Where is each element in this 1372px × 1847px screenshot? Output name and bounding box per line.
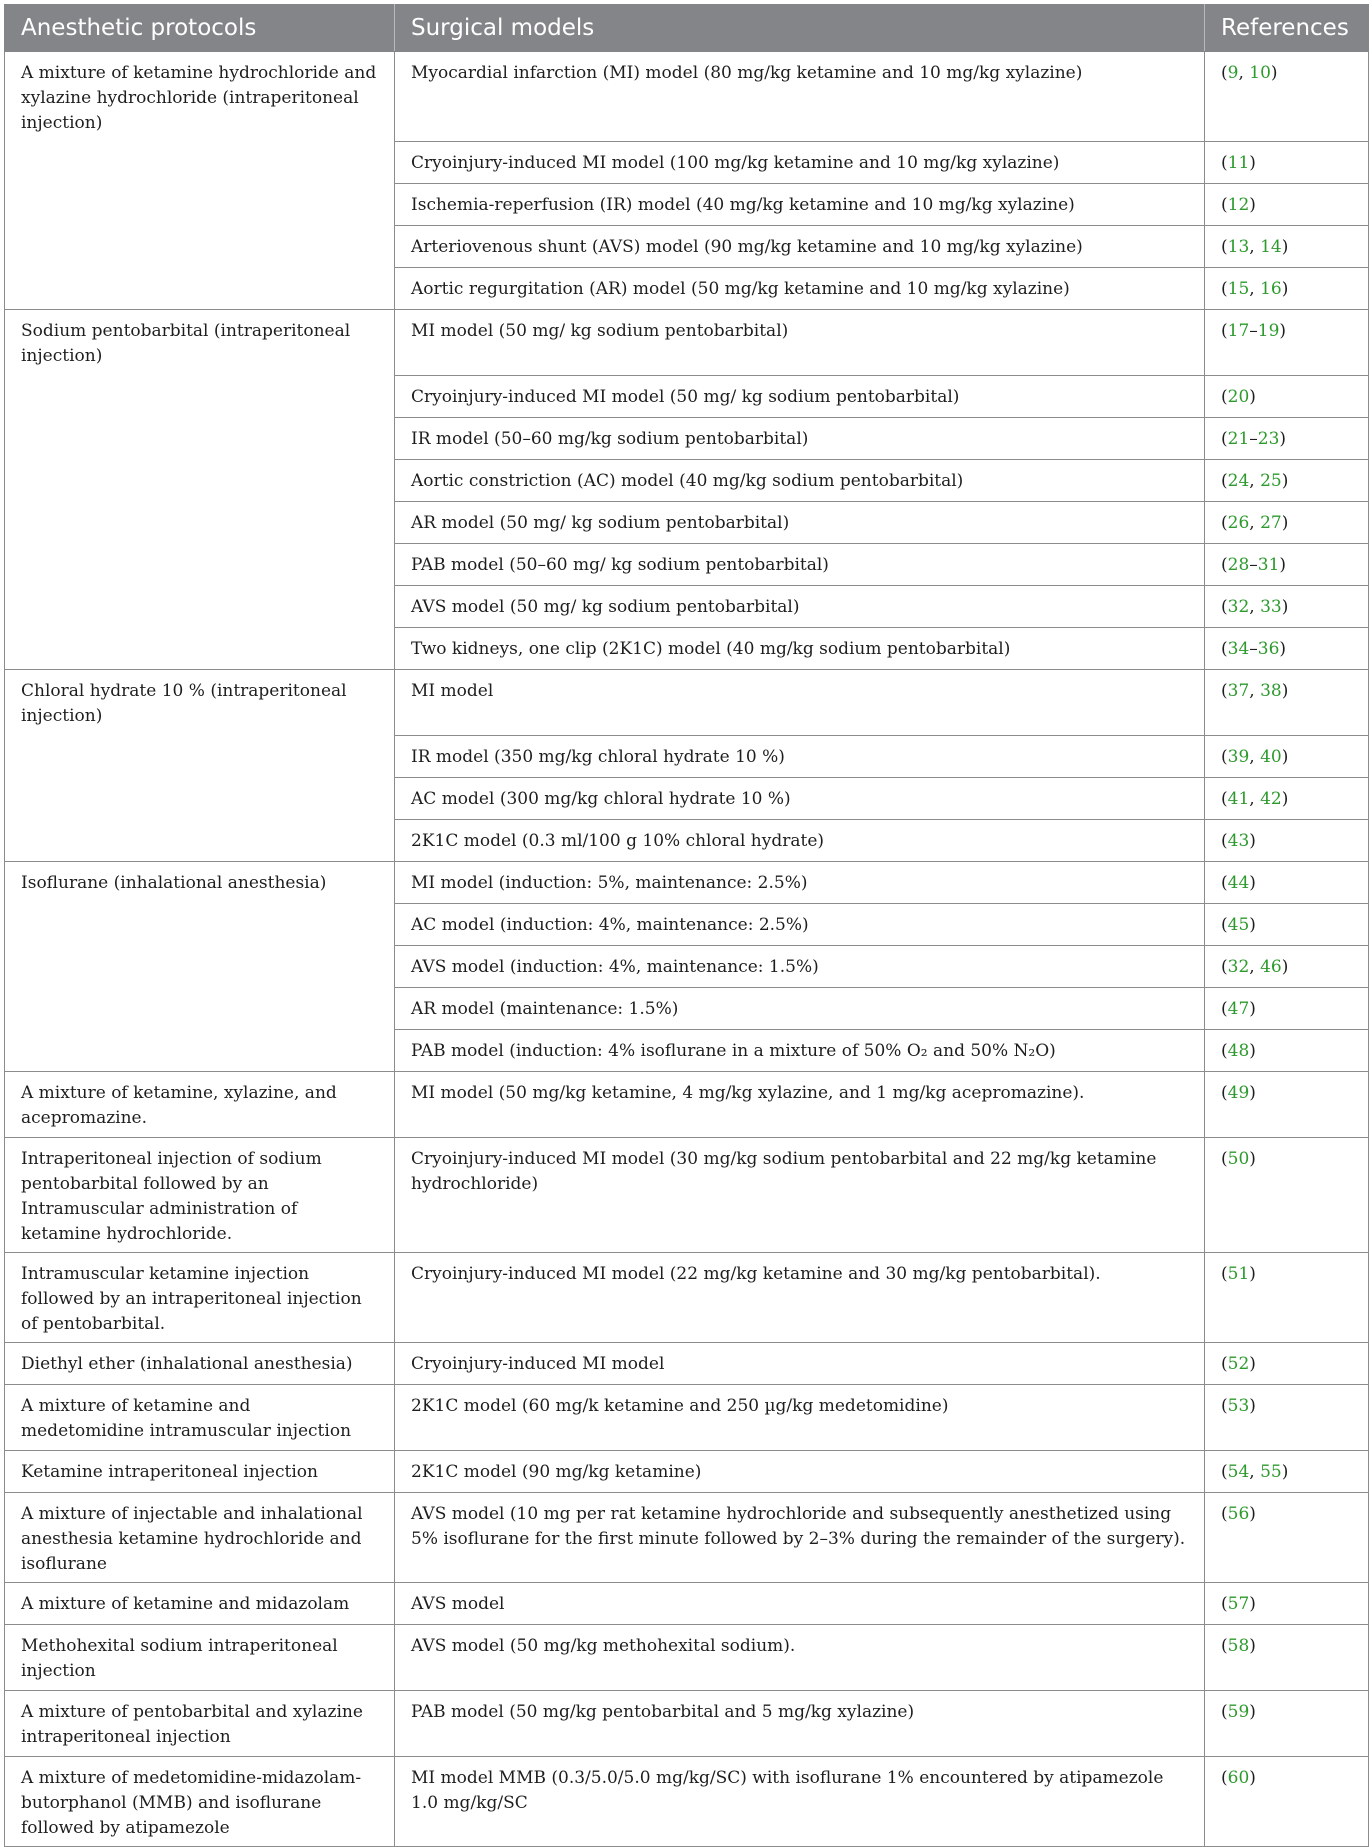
ref-close-paren: ) bbox=[1249, 999, 1256, 1019]
ref-separator: – bbox=[1249, 639, 1258, 659]
reference-link[interactable]: 16 bbox=[1260, 279, 1282, 299]
ref-open-paren: ( bbox=[1221, 1504, 1228, 1524]
table-row bbox=[5, 310, 1369, 376]
ref-open-paren: ( bbox=[1221, 1354, 1228, 1374]
surgical-model-cell: IR model (50–60 mg/kg sodium pentobarbital) bbox=[395, 418, 1205, 460]
ref-open-paren: ( bbox=[1221, 1041, 1228, 1061]
ref-separator: , bbox=[1249, 957, 1261, 977]
ref-open-paren: ( bbox=[1221, 279, 1228, 299]
ref-separator: – bbox=[1249, 429, 1258, 449]
ref-separator: , bbox=[1249, 237, 1261, 257]
ref-close-paren: ) bbox=[1249, 1768, 1256, 1788]
reference-link[interactable]: 15 bbox=[1227, 279, 1250, 299]
references-cell bbox=[1205, 544, 1369, 586]
ref-open-paren: ( bbox=[1221, 639, 1228, 659]
table-row bbox=[5, 1072, 1369, 1138]
surgical-model-cell: PAB model (induction: 4% isoflurane in a mixture of 50% O₂ and 50% N₂O) bbox=[395, 1030, 1205, 1072]
ref-close-paren: ) bbox=[1249, 1354, 1256, 1374]
surgical-model-cell: MI model MMB (0.3/5.0/5.0 mg/kg/SC) with isoflurane 1% encountered by atipamezole 1.0 mg/kg/SC bbox=[395, 1757, 1205, 1847]
ref-close-paren: ) bbox=[1249, 873, 1256, 893]
references-cell bbox=[1205, 586, 1369, 628]
references-cell bbox=[1205, 862, 1369, 904]
references-cell bbox=[1205, 1583, 1369, 1625]
reference-link[interactable]: 33 bbox=[1260, 597, 1282, 617]
ref-open-paren: ( bbox=[1221, 999, 1228, 1019]
table-row bbox=[5, 1691, 1369, 1757]
reference-link[interactable]: 32 bbox=[1227, 597, 1250, 617]
table-row bbox=[5, 1343, 1369, 1385]
anesthetic-protocol-cell: A mixture of medetomidine-midazolam-butorphanol (MMB) and isoflurane followed by atipamezole bbox=[5, 1757, 395, 1847]
ref-close-paren: ) bbox=[1249, 387, 1256, 407]
ref-close-paren: ) bbox=[1270, 63, 1278, 83]
reference-link[interactable]: 20 bbox=[1227, 387, 1250, 407]
table-row bbox=[5, 1757, 1369, 1847]
reference-link[interactable]: 27 bbox=[1260, 513, 1282, 533]
reference-link[interactable]: 36 bbox=[1257, 639, 1280, 659]
ref-close-paren: ) bbox=[1249, 195, 1256, 215]
ref-open-paren: ( bbox=[1221, 681, 1228, 701]
reference-link[interactable]: 26 bbox=[1227, 513, 1250, 533]
surgical-model-cell: MI model (50 mg/ kg sodium pentobarbital) bbox=[395, 310, 1205, 376]
references-cell bbox=[1205, 502, 1369, 544]
surgical-model-cell: AR model (50 mg/ kg sodium pentobarbital) bbox=[395, 502, 1205, 544]
reference-link[interactable]: 19 bbox=[1257, 321, 1280, 341]
reference-link[interactable]: 32 bbox=[1227, 957, 1250, 977]
surgical-model-cell: Aortic constriction (AC) model (40 mg/kg sodium pentobarbital) bbox=[395, 460, 1205, 502]
ref-separator: – bbox=[1249, 555, 1258, 575]
anesthetic-protocols-table bbox=[4, 4, 1369, 1847]
references-cell bbox=[1205, 820, 1369, 862]
ref-separator: , bbox=[1249, 279, 1261, 299]
surgical-model-cell: MI model bbox=[395, 670, 1205, 736]
references-cell bbox=[1205, 736, 1369, 778]
reference-link[interactable]: 28 bbox=[1227, 555, 1250, 575]
reference-link[interactable]: 14 bbox=[1260, 237, 1282, 257]
reference-link[interactable]: 41 bbox=[1227, 789, 1250, 809]
table-row bbox=[5, 1451, 1369, 1493]
anesthetic-protocol-cell: Chloral hydrate 10 % (intraperitoneal injection) bbox=[5, 670, 395, 862]
table-row bbox=[5, 1385, 1369, 1451]
reference-link[interactable]: 53 bbox=[1227, 1396, 1250, 1416]
ref-open-paren: ( bbox=[1221, 1462, 1228, 1482]
ref-open-paren: ( bbox=[1221, 597, 1228, 617]
surgical-model-cell: AR model (maintenance: 1.5%) bbox=[395, 988, 1205, 1030]
header-row bbox=[5, 5, 1369, 52]
ref-close-paren: ) bbox=[1279, 555, 1287, 575]
references-cell bbox=[1205, 778, 1369, 820]
ref-separator: – bbox=[1249, 321, 1258, 341]
ref-open-paren: ( bbox=[1221, 915, 1228, 935]
table-row bbox=[5, 1583, 1369, 1625]
ref-close-paren: ) bbox=[1249, 1396, 1256, 1416]
reference-link[interactable]: 21 bbox=[1227, 429, 1250, 449]
anesthetic-protocol-cell: Intraperitoneal injection of sodium pentobarbital followed by an Intramuscular administration of ketamine hydrochloride. bbox=[5, 1138, 395, 1253]
references-cell bbox=[1205, 1625, 1369, 1691]
reference-link[interactable]: 40 bbox=[1260, 747, 1282, 767]
ref-close-paren: ) bbox=[1279, 639, 1287, 659]
anesthetic-protocol-cell: Sodium pentobarbital (intraperitoneal injection) bbox=[5, 310, 395, 670]
ref-close-paren: ) bbox=[1249, 1041, 1256, 1061]
ref-close-paren: ) bbox=[1249, 1083, 1256, 1103]
reference-link[interactable]: 56 bbox=[1227, 1504, 1250, 1524]
reference-link[interactable]: 34 bbox=[1227, 639, 1250, 659]
reference-link[interactable]: 51 bbox=[1227, 1264, 1250, 1284]
references-cell bbox=[1205, 226, 1369, 268]
anesthetic-protocol-cell: Ketamine intraperitoneal injection bbox=[5, 1451, 395, 1493]
references-cell bbox=[1205, 52, 1369, 142]
ref-separator: , bbox=[1238, 63, 1250, 83]
ref-close-paren: ) bbox=[1249, 1702, 1256, 1722]
surgical-model-cell: AVS model bbox=[395, 1583, 1205, 1625]
references-cell bbox=[1205, 1072, 1369, 1138]
ref-close-paren: ) bbox=[1249, 1149, 1256, 1169]
ref-close-paren: ) bbox=[1279, 321, 1287, 341]
ref-open-paren: ( bbox=[1221, 789, 1228, 809]
reference-link[interactable]: 10 bbox=[1249, 63, 1271, 83]
header-references: References bbox=[1205, 5, 1369, 52]
reference-link[interactable]: 9 bbox=[1227, 63, 1239, 83]
reference-link[interactable]: 52 bbox=[1227, 1354, 1250, 1374]
references-cell bbox=[1205, 1385, 1369, 1451]
surgical-model-cell: Aortic regurgitation (AR) model (50 mg/kg ketamine and 10 mg/kg xylazine) bbox=[395, 268, 1205, 310]
table-row bbox=[5, 862, 1369, 904]
surgical-model-cell: Cryoinjury-induced MI model (100 mg/kg ketamine and 10 mg/kg xylazine) bbox=[395, 142, 1205, 184]
reference-link[interactable]: 39 bbox=[1227, 747, 1250, 767]
table-row bbox=[5, 1493, 1369, 1583]
ref-open-paren: ( bbox=[1221, 1594, 1228, 1614]
surgical-model-cell: AVS model (induction: 4%, maintenance: 1.5%) bbox=[395, 946, 1205, 988]
ref-close-paren: ) bbox=[1281, 789, 1289, 809]
references-cell bbox=[1205, 376, 1369, 418]
ref-open-paren: ( bbox=[1221, 957, 1228, 977]
ref-close-paren: ) bbox=[1279, 429, 1287, 449]
ref-separator: , bbox=[1249, 789, 1261, 809]
table-row bbox=[5, 1138, 1369, 1253]
surgical-model-cell: AC model (induction: 4%, maintenance: 2.5%) bbox=[395, 904, 1205, 946]
reference-link[interactable]: 58 bbox=[1227, 1636, 1250, 1656]
ref-close-paren: ) bbox=[1281, 279, 1289, 299]
ref-close-paren: ) bbox=[1249, 153, 1256, 173]
ref-open-paren: ( bbox=[1221, 1636, 1228, 1656]
reference-link[interactable]: 43 bbox=[1227, 831, 1250, 851]
reference-link[interactable]: 48 bbox=[1227, 1041, 1250, 1061]
reference-link[interactable]: 17 bbox=[1227, 321, 1250, 341]
references-cell bbox=[1205, 1138, 1369, 1253]
reference-link[interactable]: 23 bbox=[1257, 429, 1280, 449]
ref-close-paren: ) bbox=[1281, 957, 1289, 977]
reference-link[interactable]: 13 bbox=[1227, 237, 1250, 257]
ref-close-paren: ) bbox=[1249, 1594, 1256, 1614]
surgical-model-cell: 2K1C model (90 mg/kg ketamine) bbox=[395, 1451, 1205, 1493]
references-cell bbox=[1205, 1493, 1369, 1583]
anesthetic-protocol-cell: Intramuscular ketamine injection followed by an intraperitoneal injection of pentobarbital. bbox=[5, 1253, 395, 1343]
surgical-model-cell: Cryoinjury-induced MI model bbox=[395, 1343, 1205, 1385]
ref-close-paren: ) bbox=[1249, 1504, 1256, 1524]
reference-link[interactable]: 50 bbox=[1227, 1149, 1250, 1169]
surgical-model-cell: 2K1C model (0.3 ml/100 g 10% chloral hydrate) bbox=[395, 820, 1205, 862]
ref-close-paren: ) bbox=[1281, 237, 1289, 257]
ref-open-paren: ( bbox=[1221, 471, 1228, 491]
ref-separator: , bbox=[1249, 681, 1261, 701]
ref-close-paren: ) bbox=[1249, 915, 1256, 935]
reference-link[interactable]: 37 bbox=[1227, 681, 1250, 701]
table-row bbox=[5, 1625, 1369, 1691]
references-cell bbox=[1205, 1451, 1369, 1493]
ref-separator: , bbox=[1249, 597, 1261, 617]
ref-open-paren: ( bbox=[1221, 555, 1228, 575]
ref-close-paren: ) bbox=[1249, 831, 1256, 851]
ref-open-paren: ( bbox=[1221, 237, 1228, 257]
surgical-model-cell: PAB model (50–60 mg/ kg sodium pentobarbital) bbox=[395, 544, 1205, 586]
anesthetic-protocol-cell: Isoflurane (inhalational anesthesia) bbox=[5, 862, 395, 1072]
surgical-model-cell: MI model (50 mg/kg ketamine, 4 mg/kg xylazine, and 1 mg/kg acepromazine). bbox=[395, 1072, 1205, 1138]
ref-separator: , bbox=[1249, 471, 1261, 491]
ref-separator: , bbox=[1249, 747, 1261, 767]
ref-open-paren: ( bbox=[1221, 1396, 1228, 1416]
reference-link[interactable]: 57 bbox=[1227, 1594, 1250, 1614]
table-row bbox=[5, 1253, 1369, 1343]
references-cell bbox=[1205, 460, 1369, 502]
surgical-model-cell: Ischemia-reperfusion (IR) model (40 mg/kg ketamine and 10 mg/kg xylazine) bbox=[395, 184, 1205, 226]
ref-open-paren: ( bbox=[1221, 1264, 1228, 1284]
references-cell bbox=[1205, 628, 1369, 670]
reference-link[interactable]: 47 bbox=[1227, 999, 1250, 1019]
surgical-model-cell: PAB model (50 mg/kg pentobarbital and 5 mg/kg xylazine) bbox=[395, 1691, 1205, 1757]
reference-link[interactable]: 31 bbox=[1257, 555, 1280, 575]
anesthetic-protocol-cell: Methohexital sodium intraperitoneal injection bbox=[5, 1625, 395, 1691]
surgical-model-cell: Cryoinjury-induced MI model (30 mg/kg sodium pentobarbital and 22 mg/kg ketamine hydrochloride) bbox=[395, 1138, 1205, 1253]
anesthetic-protocol-cell: A mixture of ketamine and medetomidine intramuscular injection bbox=[5, 1385, 395, 1451]
references-cell bbox=[1205, 184, 1369, 226]
references-cell bbox=[1205, 268, 1369, 310]
ref-open-paren: ( bbox=[1221, 195, 1228, 215]
surgical-model-cell: Two kidneys, one clip (2K1C) model (40 mg/kg sodium pentobarbital) bbox=[395, 628, 1205, 670]
ref-open-paren: ( bbox=[1221, 321, 1228, 341]
anesthetic-protocol-cell: A mixture of injectable and inhalational anesthesia ketamine hydrochloride and isoflurane bbox=[5, 1493, 395, 1583]
reference-link[interactable]: 12 bbox=[1227, 195, 1250, 215]
surgical-model-cell: AVS model (50 mg/ kg sodium pentobarbital) bbox=[395, 586, 1205, 628]
ref-open-paren: ( bbox=[1221, 1768, 1228, 1788]
table-body bbox=[5, 52, 1369, 1847]
ref-separator: , bbox=[1249, 1462, 1261, 1482]
reference-link[interactable]: 49 bbox=[1227, 1083, 1250, 1103]
header-surgical-models: Surgical models bbox=[395, 5, 1205, 52]
references-cell bbox=[1205, 310, 1369, 376]
references-cell bbox=[1205, 1253, 1369, 1343]
ref-open-paren: ( bbox=[1221, 1083, 1228, 1103]
references-cell bbox=[1205, 1030, 1369, 1072]
ref-open-paren: ( bbox=[1221, 153, 1228, 173]
anesthetic-protocol-cell: Diethyl ether (inhalational anesthesia) bbox=[5, 1343, 395, 1385]
anesthetic-protocol-cell: A mixture of ketamine and midazolam bbox=[5, 1583, 395, 1625]
surgical-model-cell: Cryoinjury-induced MI model (50 mg/ kg sodium pentobarbital) bbox=[395, 376, 1205, 418]
reference-link[interactable]: 54 bbox=[1227, 1462, 1250, 1482]
references-cell bbox=[1205, 670, 1369, 736]
reference-link[interactable]: 25 bbox=[1260, 471, 1282, 491]
table-row bbox=[5, 670, 1369, 736]
ref-separator: , bbox=[1249, 513, 1261, 533]
anesthetic-protocol-cell: A mixture of ketamine, xylazine, and acepromazine. bbox=[5, 1072, 395, 1138]
ref-close-paren: ) bbox=[1249, 1636, 1256, 1656]
ref-open-paren: ( bbox=[1221, 1702, 1228, 1722]
ref-close-paren: ) bbox=[1281, 681, 1289, 701]
surgical-model-cell: Arteriovenous shunt (AVS) model (90 mg/kg ketamine and 10 mg/kg xylazine) bbox=[395, 226, 1205, 268]
anesthetic-protocol-cell: A mixture of ketamine hydrochloride and xylazine hydrochloride (intraperitoneal injection) bbox=[5, 52, 395, 310]
reference-link[interactable]: 45 bbox=[1227, 915, 1250, 935]
ref-open-paren: ( bbox=[1221, 1149, 1228, 1169]
surgical-model-cell: MI model (induction: 5%, maintenance: 2.5%) bbox=[395, 862, 1205, 904]
ref-open-paren: ( bbox=[1221, 63, 1228, 83]
reference-link[interactable]: 59 bbox=[1227, 1702, 1250, 1722]
references-cell bbox=[1205, 1691, 1369, 1757]
references-cell bbox=[1205, 142, 1369, 184]
ref-close-paren: ) bbox=[1281, 597, 1289, 617]
surgical-model-cell: Myocardial infarction (MI) model (80 mg/kg ketamine and 10 mg/kg xylazine) bbox=[395, 52, 1205, 142]
ref-open-paren: ( bbox=[1221, 873, 1228, 893]
anesthetic-protocol-cell: A mixture of pentobarbital and xylazine intraperitoneal injection bbox=[5, 1691, 395, 1757]
references-cell bbox=[1205, 946, 1369, 988]
surgical-model-cell: AC model (300 mg/kg chloral hydrate 10 %) bbox=[395, 778, 1205, 820]
references-cell bbox=[1205, 418, 1369, 460]
surgical-model-cell: IR model (350 mg/kg chloral hydrate 10 %) bbox=[395, 736, 1205, 778]
surgical-model-cell: AVS model (50 mg/kg methohexital sodium). bbox=[395, 1625, 1205, 1691]
table-row bbox=[5, 52, 1369, 142]
ref-close-paren: ) bbox=[1281, 1462, 1289, 1482]
ref-close-paren: ) bbox=[1281, 471, 1289, 491]
references-cell bbox=[1205, 1757, 1369, 1847]
ref-close-paren: ) bbox=[1281, 747, 1289, 767]
ref-open-paren: ( bbox=[1221, 831, 1228, 851]
ref-open-paren: ( bbox=[1221, 429, 1228, 449]
reference-link[interactable]: 60 bbox=[1227, 1768, 1250, 1788]
references-cell bbox=[1205, 988, 1369, 1030]
header-anesthetic-protocols: Anesthetic protocols bbox=[5, 5, 395, 52]
reference-link[interactable]: 44 bbox=[1227, 873, 1250, 893]
reference-link[interactable]: 11 bbox=[1227, 153, 1250, 173]
surgical-model-cell: AVS model (10 mg per rat ketamine hydrochloride and subsequently anesthetized using 5% isoflurane for the first minute followed by 2–3% during the remainder of the surgery). bbox=[395, 1493, 1205, 1583]
reference-link[interactable]: 38 bbox=[1260, 681, 1282, 701]
reference-link[interactable]: 24 bbox=[1227, 471, 1250, 491]
references-cell bbox=[1205, 904, 1369, 946]
reference-link[interactable]: 46 bbox=[1260, 957, 1282, 977]
ref-open-paren: ( bbox=[1221, 387, 1228, 407]
surgical-model-cell: 2K1C model (60 mg/k ketamine and 250 µg/kg medetomidine) bbox=[395, 1385, 1205, 1451]
ref-open-paren: ( bbox=[1221, 747, 1228, 767]
reference-link[interactable]: 55 bbox=[1260, 1462, 1282, 1482]
references-cell bbox=[1205, 1343, 1369, 1385]
surgical-model-cell: Cryoinjury-induced MI model (22 mg/kg ketamine and 30 mg/kg pentobarbital). bbox=[395, 1253, 1205, 1343]
ref-open-paren: ( bbox=[1221, 513, 1228, 533]
ref-close-paren: ) bbox=[1249, 1264, 1256, 1284]
reference-link[interactable]: 42 bbox=[1260, 789, 1282, 809]
ref-close-paren: ) bbox=[1281, 513, 1289, 533]
